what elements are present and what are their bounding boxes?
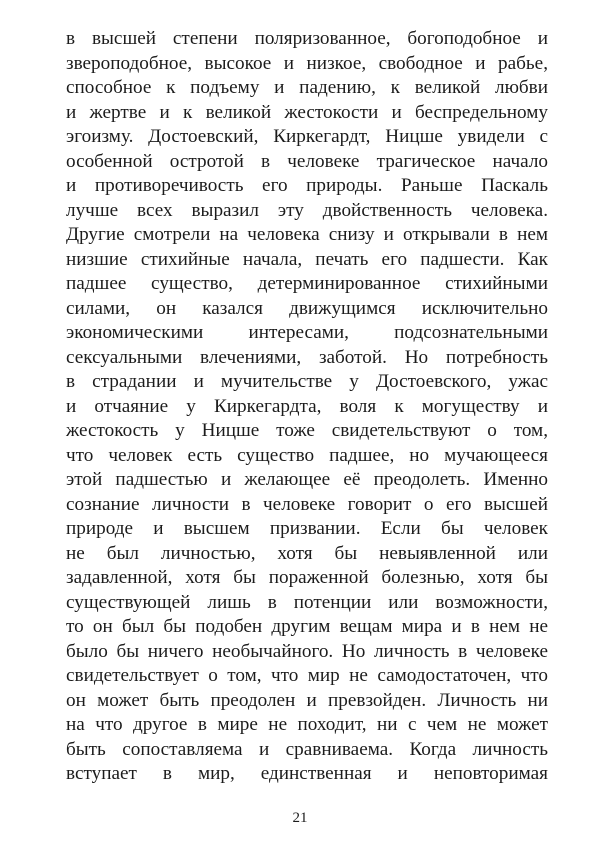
text-line-25: то он был бы подобен другим вещам мира и в нем не xyxy=(66,616,548,637)
text-line-19: этой падшестью и желающее её преодолеть. Именно xyxy=(66,469,548,490)
text-line-3: способное к подъему и падению, к великой любви xyxy=(66,77,548,98)
text-line-13: экономическими интересами, подсознательными xyxy=(66,322,548,343)
text-line-1: в высшей степени поляризованное, богоподобное и xyxy=(66,28,548,49)
text-line-23: задавленной, хотя бы пораженной болезнью, хотя бы xyxy=(66,567,548,588)
text-line-9: Другие смотрели на человека снизу и открывали в нем xyxy=(66,224,548,245)
text-line-30: быть сопоставляема и сравниваема. Когда личность xyxy=(66,738,548,760)
text-line-7: и противоречивость его природы. Раньше Паскаль xyxy=(66,175,548,196)
page-number: 21 xyxy=(292,810,308,826)
text-line-31: вступает в мир, единственная и неповторимая xyxy=(66,763,548,784)
text-line-2: звероподобное, высокое и низкое, свободное и рабье, xyxy=(66,52,548,74)
text-line-24: существующей лишь в потенции или возможности, xyxy=(66,591,548,613)
text-line-4: и жертве и к великой жестокости и беспредельному xyxy=(66,101,548,123)
text-line-6: особенной остротой в человеке трагическое начало xyxy=(66,150,548,172)
text-line-11: падшее существо, детерминированное стихийными xyxy=(66,273,548,294)
text-line-27: свидетельствует о том, что мир не самодостаточен, что xyxy=(66,665,548,686)
text-line-12: силами, он казался движущимся исключительно xyxy=(66,297,548,319)
text-line-5: эгоизму. Достоевский, Киркегардт, Ницше увидели с xyxy=(66,126,548,147)
text-line-14: сексуальными влечениями, заботой. Но потребность xyxy=(66,346,548,368)
text-line-20: сознание личности в человеке говорит о его высшей xyxy=(66,493,548,515)
text-line-18: что человек есть существо падшее, но мучающееся xyxy=(66,444,548,466)
text-line-10: низшие стихийные начала, печать его падшести. Как xyxy=(66,248,548,270)
text-line-17: жестокость у Ницше тоже свидетельствуют о том, xyxy=(66,420,548,441)
body-text xyxy=(66,27,548,787)
text-line-16: и отчаяние у Киркегардта, воля к могуществу и xyxy=(66,395,548,417)
text-line-26: было бы ничего необычайного. Но личность в человеке xyxy=(66,640,548,662)
text-line-21: природе и высшем призвании. Если бы человек xyxy=(66,518,548,539)
text-line-22: не был личностью, хотя бы невыявленной или xyxy=(66,542,548,564)
text-line-8: лучше всех выразил эту двойственность человека. xyxy=(66,199,548,221)
text-line-29: на что другое в мире не походит, ни с чем не может xyxy=(66,714,548,735)
text-line-15: в страдании и мучительстве у Достоевского, ужас xyxy=(66,371,548,392)
text-line-28: он может быть преодолен и превзойден. Личность ни xyxy=(66,689,548,711)
